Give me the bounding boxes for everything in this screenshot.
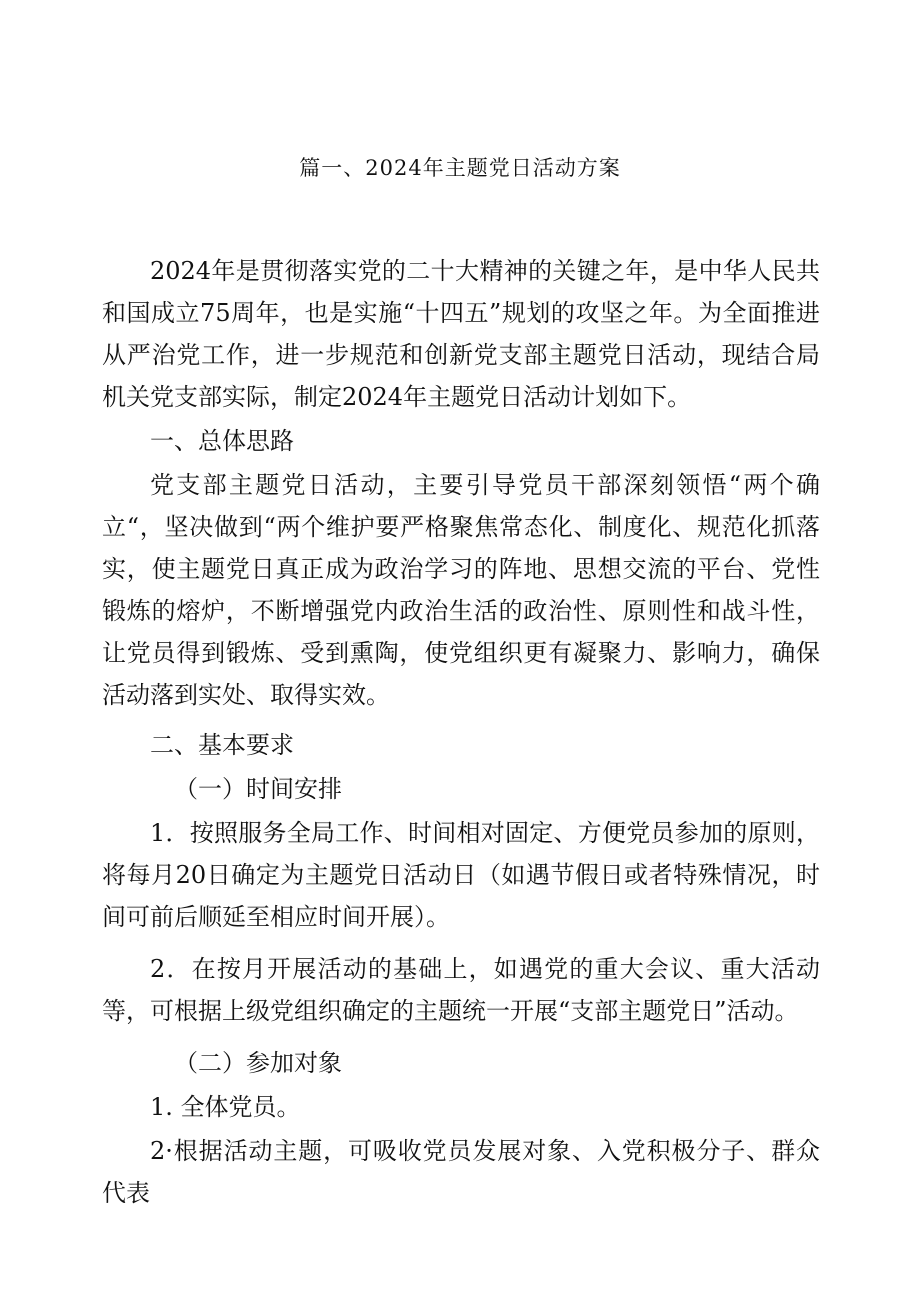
participants-item-1: 1. 全体党员。: [150, 1093, 301, 1121]
document-title: 篇一、2024年主题党日活动方案: [299, 156, 621, 180]
subheading-participants: （二）参加对象: [174, 1049, 342, 1077]
participants-item-2: 2·根据活动主题，可吸收党员发展对象、入党积极分子、群众代表: [102, 1137, 820, 1207]
time-arrangement-item-1: 1．按照服务全局工作、时间相对固定、方便党员参加的原则，将每月20日确定为主题党日活动日（如遇节假日或者特殊情况，时间可前后顺延至相应时间开展）。: [102, 819, 820, 931]
section-heading-overall-approach: 一、总体思路: [150, 427, 294, 455]
overall-approach-paragraph: 党支部主题党日活动，主要引导党员干部深刻领悟“两个确立“，坚决做到“两个维护要严格聚焦常态化、制度化、规范化抓落实，使主题党日真正成为政治学习的阵地、思想交流的平台、党性锻炼的熔炉，不断增强党内政治生活的政治性、原则性和战斗性，让党员得到锻炼、受到熏陶，使党组织更有凝聚力、影响力，确保活动落到实处、取得实效。: [102, 471, 820, 709]
section-heading-basic-requirements: 二、基本要求: [150, 731, 294, 759]
intro-paragraph: 2024年是贯彻落实党的二十大精神的关键之年，是中华人民共和国成立75周年，也是实施“十四五”规划的攻坚之年。为全面推进从严治党工作，进一步规范和创新党支部主题党日活动，现结合局机关党支部实际，制定2024年主题党日活动计划如下。: [102, 257, 820, 411]
document-body: [102, 250, 820, 1214]
time-arrangement-item-2: 2．在按月开展活动的基础上，如遇党的重大会议、重大活动等，可根据上级党组织确定的主题统一开展“支部主题党日”活动。: [102, 955, 820, 1025]
subheading-time-arrangement: （一）时间安排: [174, 775, 342, 803]
